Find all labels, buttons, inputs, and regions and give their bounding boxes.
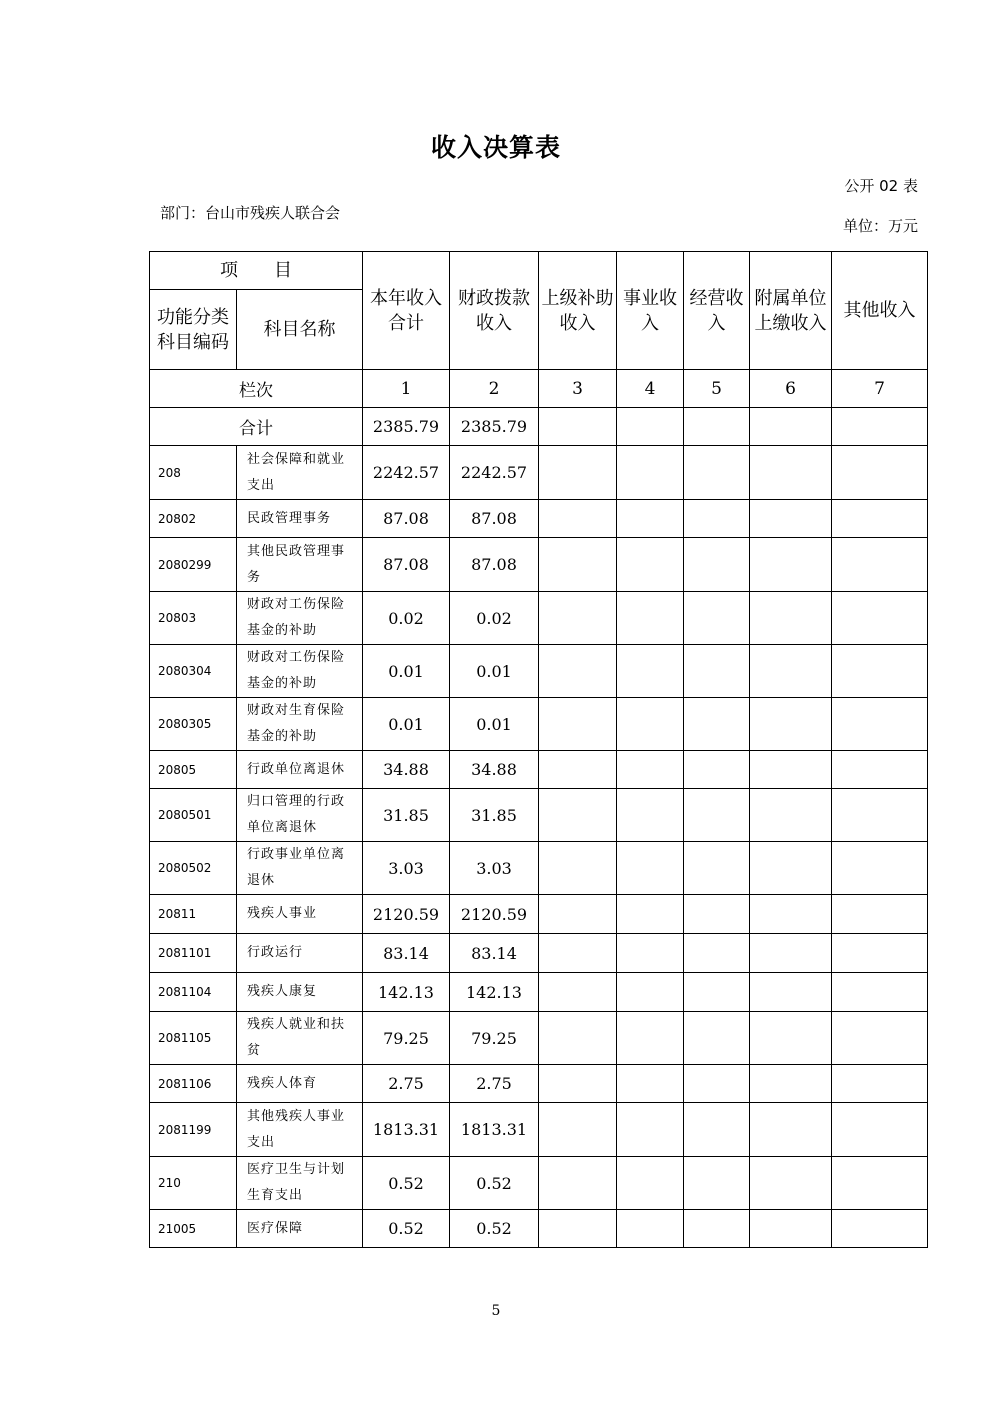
empty-cell: [750, 751, 832, 789]
column-number: 3: [539, 370, 617, 408]
empty-cell: [750, 1065, 832, 1103]
column-number: 2: [450, 370, 539, 408]
empty-cell: [832, 538, 928, 592]
fiscal-income: 3.03: [450, 842, 539, 895]
empty-cell: [832, 1065, 928, 1103]
subject-name: 残疾人就业和扶贫: [237, 1012, 363, 1065]
empty-cell: [617, 973, 684, 1012]
header-col-3: 上级补助收入: [539, 252, 617, 370]
table-row: [150, 1210, 928, 1248]
subject-name: 财政对工伤保险基金的补助: [237, 592, 363, 645]
empty-cell: [684, 1065, 750, 1103]
empty-cell: [750, 789, 832, 842]
table-row: [150, 592, 928, 645]
empty-cell: [832, 645, 928, 698]
empty-cell: [750, 698, 832, 751]
empty-cell: [617, 1157, 684, 1210]
total-label: 合计: [150, 408, 363, 446]
empty-cell: [617, 645, 684, 698]
empty-cell: [750, 1012, 832, 1065]
fiscal-income: 142.13: [450, 973, 539, 1012]
fiscal-income: 83.14: [450, 934, 539, 973]
empty-cell: [684, 500, 750, 538]
empty-cell: [832, 446, 928, 500]
table-row: [150, 538, 928, 592]
empty-cell: [832, 500, 928, 538]
column-number: 7: [832, 370, 928, 408]
subject-name: 医疗卫生与计划生育支出: [237, 1157, 363, 1210]
empty-cell: [539, 973, 617, 1012]
fiscal-income: 0.01: [450, 698, 539, 751]
empty-cell: [684, 1012, 750, 1065]
empty-cell: [750, 500, 832, 538]
empty-cell: [539, 592, 617, 645]
table-row: [150, 1103, 928, 1157]
empty-cell: [539, 698, 617, 751]
empty-cell: [750, 1103, 832, 1157]
empty-cell: [617, 1103, 684, 1157]
empty-cell: [617, 538, 684, 592]
fiscal-income: 1813.31: [450, 1103, 539, 1157]
empty-cell: [750, 1157, 832, 1210]
empty-cell: [684, 934, 750, 973]
table-row: [150, 1065, 928, 1103]
income-total: 31.85: [363, 789, 450, 842]
subject-code: 2080501: [150, 789, 237, 842]
subject-code: 210: [150, 1157, 237, 1210]
subject-name: 行政运行: [237, 934, 363, 973]
income-total: 2120.59: [363, 895, 450, 934]
empty-cell: [539, 1210, 617, 1248]
table-row: [150, 500, 928, 538]
header-col-2: 财政拨款收入: [450, 252, 539, 370]
subject-code: 20803: [150, 592, 237, 645]
empty-cell: [832, 751, 928, 789]
column-number: 4: [617, 370, 684, 408]
header-col-1: 本年收入合计: [363, 252, 450, 370]
total-fiscal: 2385.79: [450, 408, 539, 446]
empty-cell: [832, 934, 928, 973]
empty-cell: [750, 973, 832, 1012]
empty-cell: [617, 1210, 684, 1248]
subject-code: 2080502: [150, 842, 237, 895]
empty-cell: [539, 1103, 617, 1157]
income-total: 0.01: [363, 645, 450, 698]
subject-code: 20811: [150, 895, 237, 934]
empty-cell: [832, 789, 928, 842]
subject-name: 行政事业单位离退休: [237, 842, 363, 895]
empty-cell: [832, 1103, 928, 1157]
empty-cell: [832, 1012, 928, 1065]
empty-cell: [539, 789, 617, 842]
page-title: 收入决算表: [430, 133, 561, 162]
table-row: [150, 789, 928, 842]
empty-cell: [684, 645, 750, 698]
empty-cell: [750, 934, 832, 973]
empty-cell: [832, 592, 928, 645]
fiscal-income: 2.75: [450, 1065, 539, 1103]
empty-cell: [750, 1210, 832, 1248]
income-total: 3.03: [363, 842, 450, 895]
total-income: 2385.79: [363, 408, 450, 446]
fiscal-income: 0.01: [450, 645, 539, 698]
empty-cell: [684, 698, 750, 751]
table-row: [150, 446, 928, 500]
empty-cell: [832, 408, 928, 446]
subject-name: 残疾人体育: [237, 1065, 363, 1103]
subject-code: 2081199: [150, 1103, 237, 1157]
income-total: 0.52: [363, 1157, 450, 1210]
income-total: 142.13: [363, 973, 450, 1012]
fiscal-income: 34.88: [450, 751, 539, 789]
fiscal-income: 0.02: [450, 592, 539, 645]
fiscal-income: 0.52: [450, 1157, 539, 1210]
empty-cell: [684, 592, 750, 645]
income-total: 34.88: [363, 751, 450, 789]
empty-cell: [617, 934, 684, 973]
fiscal-income: 87.08: [450, 538, 539, 592]
header-subject-name: 科目名称: [237, 290, 363, 370]
table-row: [150, 973, 928, 1012]
fiscal-income: 79.25: [450, 1012, 539, 1065]
fiscal-income: 87.08: [450, 500, 539, 538]
column-number: 5: [684, 370, 750, 408]
empty-cell: [684, 1210, 750, 1248]
empty-cell: [684, 408, 750, 446]
empty-cell: [684, 446, 750, 500]
subject-name: 其他残疾人事业支出: [237, 1103, 363, 1157]
table-row: [150, 842, 928, 895]
empty-cell: [617, 1065, 684, 1103]
empty-cell: [684, 842, 750, 895]
empty-cell: [539, 1012, 617, 1065]
subject-name: 社会保障和就业支出: [237, 446, 363, 500]
subject-code: 2081101: [150, 934, 237, 973]
column-number-row: [150, 370, 928, 408]
header-col-7: 其他收入: [832, 252, 928, 370]
header-func-code: 功能分类科目编码: [150, 290, 237, 370]
unit-label: 单位：万元: [842, 217, 918, 235]
empty-cell: [832, 1157, 928, 1210]
subject-code: 2080305: [150, 698, 237, 751]
empty-cell: [617, 789, 684, 842]
empty-cell: [539, 895, 617, 934]
subject-name: 行政单位离退休: [237, 751, 363, 789]
empty-cell: [617, 895, 684, 934]
empty-cell: [539, 934, 617, 973]
empty-cell: [750, 446, 832, 500]
fiscal-income: 2120.59: [450, 895, 539, 934]
empty-cell: [617, 500, 684, 538]
header-col-5: 经营收入: [684, 252, 750, 370]
empty-cell: [539, 645, 617, 698]
subject-code: 20805: [150, 751, 237, 789]
empty-cell: [832, 842, 928, 895]
subject-name: 财政对工伤保险基金的补助: [237, 645, 363, 698]
subject-code: 21005: [150, 1210, 237, 1248]
table-row: [150, 698, 928, 751]
income-total: 87.08: [363, 538, 450, 592]
header-col-6: 附属单位上缴收入: [750, 252, 832, 370]
empty-cell: [617, 408, 684, 446]
form-number: 公开 02 表: [844, 177, 918, 195]
empty-cell: [684, 1157, 750, 1210]
subject-name: 其他民政管理事务: [237, 538, 363, 592]
empty-cell: [684, 973, 750, 1012]
table-row: [150, 1012, 928, 1065]
subject-code: 2081105: [150, 1012, 237, 1065]
empty-cell: [750, 592, 832, 645]
fiscal-income: 0.52: [450, 1210, 539, 1248]
empty-cell: [617, 1012, 684, 1065]
empty-cell: [750, 842, 832, 895]
header-item: 项 目: [150, 252, 363, 290]
empty-cell: [832, 698, 928, 751]
income-total: 0.01: [363, 698, 450, 751]
empty-cell: [539, 408, 617, 446]
empty-cell: [539, 1065, 617, 1103]
empty-cell: [617, 592, 684, 645]
empty-cell: [539, 1157, 617, 1210]
subject-name: 财政对生育保险基金的补助: [237, 698, 363, 751]
income-total: 1813.31: [363, 1103, 450, 1157]
subject-code: 2080299: [150, 538, 237, 592]
empty-cell: [684, 538, 750, 592]
department-label: 部门：台山市残疾人联合会: [160, 204, 341, 222]
subject-code: 20802: [150, 500, 237, 538]
empty-cell: [539, 446, 617, 500]
subject-name: 医疗保障: [237, 1210, 363, 1248]
empty-cell: [617, 446, 684, 500]
income-table: [149, 251, 928, 1248]
empty-cell: [684, 1103, 750, 1157]
page-number: 5: [491, 1303, 501, 1319]
empty-cell: [684, 789, 750, 842]
table-row: [150, 1157, 928, 1210]
empty-cell: [684, 895, 750, 934]
subject-code: 2081104: [150, 973, 237, 1012]
column-row-label: 栏次: [150, 370, 363, 408]
table-row: [150, 934, 928, 973]
empty-cell: [539, 500, 617, 538]
table-row: [150, 895, 928, 934]
subject-code: 2081106: [150, 1065, 237, 1103]
empty-cell: [617, 751, 684, 789]
income-total: 83.14: [363, 934, 450, 973]
empty-cell: [832, 1210, 928, 1248]
empty-cell: [539, 751, 617, 789]
subject-code: 208: [150, 446, 237, 500]
income-total: 79.25: [363, 1012, 450, 1065]
subject-code: 2080304: [150, 645, 237, 698]
subject-name: 归口管理的行政单位离退休: [237, 789, 363, 842]
empty-cell: [617, 842, 684, 895]
subject-name: 民政管理事务: [237, 500, 363, 538]
empty-cell: [750, 408, 832, 446]
empty-cell: [617, 698, 684, 751]
subject-name: 残疾人康复: [237, 973, 363, 1012]
income-total: 0.52: [363, 1210, 450, 1248]
empty-cell: [539, 842, 617, 895]
income-total: 2242.57: [363, 446, 450, 500]
empty-cell: [832, 973, 928, 1012]
income-total: 0.02: [363, 592, 450, 645]
column-number: 6: [750, 370, 832, 408]
income-total: 2.75: [363, 1065, 450, 1103]
fiscal-income: 31.85: [450, 789, 539, 842]
subject-name: 残疾人事业: [237, 895, 363, 934]
empty-cell: [750, 538, 832, 592]
table-row: [150, 751, 928, 789]
empty-cell: [832, 895, 928, 934]
column-number: 1: [363, 370, 450, 408]
table-row: [150, 645, 928, 698]
empty-cell: [539, 538, 617, 592]
fiscal-income: 2242.57: [450, 446, 539, 500]
empty-cell: [750, 895, 832, 934]
income-total: 87.08: [363, 500, 450, 538]
empty-cell: [750, 645, 832, 698]
empty-cell: [684, 751, 750, 789]
total-row: [150, 408, 928, 446]
header-col-4: 事业收入: [617, 252, 684, 370]
